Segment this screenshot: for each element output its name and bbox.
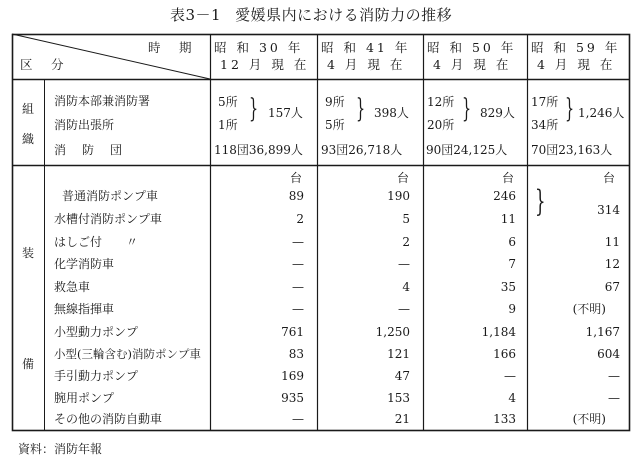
equipment-cell: 7	[508, 257, 516, 271]
equipment-row-label: 化学消防車	[54, 257, 115, 271]
org-col4-brigade: 70団23,163人	[531, 143, 613, 157]
equipment-cell: 35	[500, 280, 516, 294]
equipment-cell: 21	[394, 412, 410, 426]
equipment-cell: 12	[604, 257, 620, 271]
equipment-cell: 169	[281, 369, 304, 383]
equipment-cell: 604	[597, 347, 620, 361]
equipment-cell: 9	[508, 302, 516, 316]
equipment-cell: 1,167	[585, 325, 620, 339]
equipment-cell: 133	[493, 412, 516, 426]
org-col4-stations: 17所	[531, 95, 559, 109]
equipment-cell: —	[608, 391, 620, 405]
unit-label-col1: 台	[290, 171, 303, 185]
equipment-cell: —	[504, 369, 516, 383]
org-col3-brigade: 90団24,125人	[426, 143, 508, 157]
column-header-4-line1: 昭 和 59 年	[531, 40, 621, 55]
equipment-row-label: 小型動力ポンプ	[54, 325, 139, 339]
table-caption: 愛媛県内における消防力の推移	[235, 6, 453, 24]
org-col3-persons: 829人	[480, 106, 515, 120]
equipment-row-label: 小型(三輪含む)消防ポンプ車	[54, 347, 201, 361]
column-header-3-line1: 昭 和 50 年	[427, 40, 517, 55]
org-col1-stations: 5所	[218, 95, 238, 109]
unit-label-col3: 台	[502, 171, 515, 185]
equipment-row-label: 救急車	[54, 280, 91, 294]
column-header-2-line1: 昭 和 41 年	[321, 40, 411, 55]
org-col1-branches: 1所	[218, 118, 238, 132]
org-col3-brace: }	[462, 94, 472, 124]
equipment-cell: —	[292, 257, 304, 271]
org-col3-branches: 20所	[427, 118, 455, 132]
org-col4-persons: 1,246人	[578, 106, 625, 120]
equipment-cell: —	[608, 369, 620, 383]
org-item-branch-office: 消防出張所	[54, 118, 115, 132]
equipment-cell: 4	[508, 391, 516, 405]
equipment-group-label-top: 装	[22, 246, 35, 260]
org-col2-brace: }	[356, 94, 366, 124]
equipment-cell: —	[398, 257, 410, 271]
org-col3-stations: 12所	[427, 95, 455, 109]
org-col2-stations: 9所	[325, 95, 345, 109]
equipment-group-label-bottom: 備	[22, 357, 35, 371]
column-header-2-line2: 4 月 現 在	[327, 57, 406, 72]
column-header-1-line2: 12 月 現 在	[220, 57, 310, 72]
equipment-cell: —	[292, 412, 304, 426]
org-col4-brace: }	[565, 94, 575, 124]
table-number: 表3－1	[170, 6, 222, 24]
equipment-row-label: 無線指揮車	[54, 302, 115, 316]
equipment-cell: —	[292, 280, 304, 294]
equipment-cell: 1,184	[481, 325, 516, 339]
equipment-cell: 166	[493, 347, 516, 361]
equipment-cell: 67	[604, 280, 620, 294]
equipment-cell: 190	[387, 189, 410, 203]
organization-group-label-bottom: 織	[22, 132, 35, 146]
org-col1-brigade: 118団36,899人	[214, 143, 303, 157]
category-label: 区 分	[20, 57, 67, 72]
equipment-cell: 83	[288, 347, 304, 361]
org-col1-persons: 157人	[268, 106, 303, 120]
equipment-cell-merged: 314	[597, 203, 620, 217]
equipment-cell: —	[292, 235, 304, 249]
org-col2-branches: 5所	[325, 118, 345, 132]
equipment-row-label: 手引動力ポンプ	[54, 369, 139, 383]
equipment-col4-brace: }	[535, 184, 546, 219]
equipment-cell: (不明)	[572, 412, 606, 426]
equipment-cell: 1,250	[375, 325, 410, 339]
equipment-cell: 761	[281, 325, 304, 339]
equipment-cell: 246	[493, 189, 516, 203]
org-item-headquarters: 消防本部兼消防署	[54, 94, 151, 108]
equipment-row-label: 普通消防ポンプ車	[62, 189, 159, 203]
org-col2-persons: 398人	[374, 106, 409, 120]
equipment-cell: 121	[387, 347, 410, 361]
equipment-cell: —	[398, 302, 410, 316]
equipment-cell: 11	[500, 212, 516, 226]
equipment-row-label: はしご付 〃	[54, 235, 139, 249]
unit-label-col4: 台	[603, 171, 616, 185]
equipment-row-label: 水槽付消防ポンプ車	[54, 212, 163, 226]
org-item-fire-brigade: 消 防 団	[54, 143, 125, 157]
source-note: 資料：消防年報	[18, 442, 103, 456]
equipment-cell: 4	[402, 280, 410, 294]
equipment-cell: 6	[508, 235, 516, 249]
equipment-cell: 11	[604, 235, 620, 249]
equipment-cell: 5	[402, 212, 410, 226]
equipment-cell: 153	[387, 391, 410, 405]
equipment-cell: 935	[281, 391, 304, 405]
equipment-cell: (不明)	[572, 302, 606, 316]
equipment-cell: 89	[288, 189, 304, 203]
organization-group-label-top: 組	[22, 102, 35, 116]
org-col2-brigade: 93団26,718人	[321, 143, 403, 157]
equipment-cell: —	[292, 302, 304, 316]
equipment-row-label: その他の消防自動車	[54, 412, 163, 426]
equipment-cell: 2	[296, 212, 304, 226]
column-header-1-line1: 昭 和 30 年	[214, 40, 304, 55]
column-header-3-line2: 4 月 現 在	[433, 57, 512, 72]
equipment-cell: 2	[402, 235, 410, 249]
equipment-cell: 47	[394, 369, 410, 383]
period-label: 時 期	[148, 40, 195, 55]
unit-label-col2: 台	[397, 171, 410, 185]
org-col1-brace: }	[249, 94, 259, 124]
equipment-row-label: 腕用ポンプ	[54, 391, 115, 405]
column-header-4-line2: 4 月 現 在	[537, 57, 616, 72]
org-col4-branches: 34所	[531, 118, 559, 132]
